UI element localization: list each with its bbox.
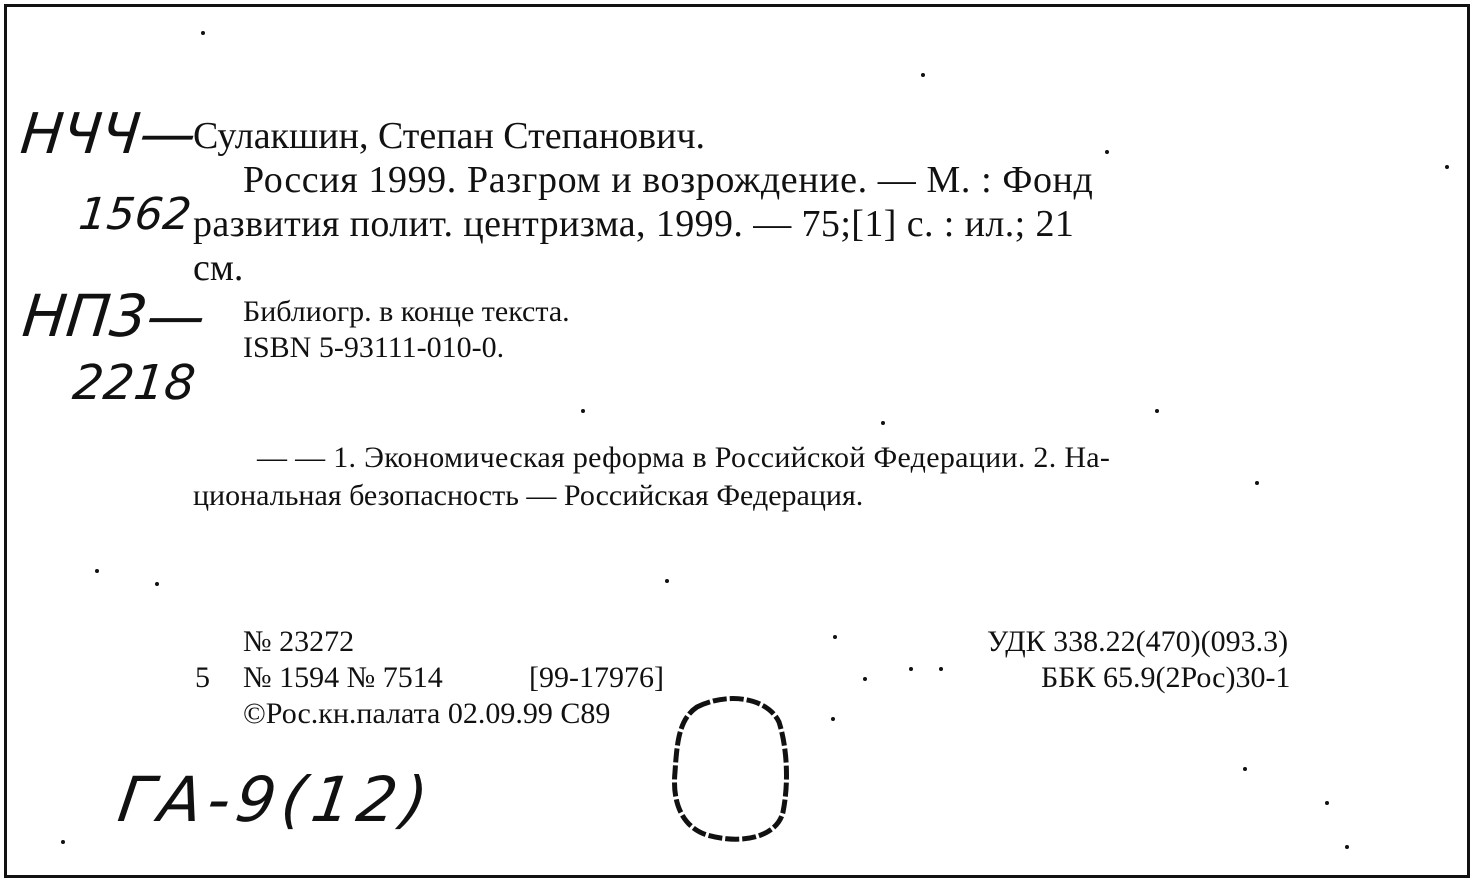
udk-index: УДК 338.22(470)(093.3) — [987, 625, 1289, 658]
bbk-index: ББК 65.9(2Рос)30-1 — [1041, 661, 1291, 694]
isbn: ISBN 5-93111-010-0. — [243, 331, 505, 364]
handwritten-bottom-note: ГА-9(12) — [113, 763, 439, 836]
hand-drawn-circle-icon — [674, 699, 786, 840]
registration-numbers: № 1594 № 7514 — [243, 661, 443, 694]
order-number: [99-17976] — [529, 661, 664, 694]
author-heading: Сулакшин, Степан Степанович. — [193, 115, 706, 157]
catalog-card — [4, 4, 1470, 878]
book-chamber-line: ©Рос.кн.палата 02.09.99 С89 — [243, 697, 611, 730]
card-number: № 23272 — [243, 625, 355, 658]
title-line-2: развития полит. центризма, 1999. — 75;[1] с. : ил.; 21 — [193, 203, 1075, 245]
handwritten-shelf-mark-1a: НЧЧ— — [17, 102, 200, 167]
handwritten-shelf-mark-2b: 2218 — [70, 355, 199, 411]
title-line-3: см. — [193, 247, 244, 289]
scan-marks — [7, 7, 1467, 875]
handwritten-shelf-mark-1b: 1562 — [76, 189, 194, 240]
scan-specks-icon — [61, 31, 1449, 849]
subjects-line-1: — — 1. Экономическая реформа в Российской Федерации. 2. На- — [257, 441, 1111, 474]
handwritten-shelf-mark-2a: НП3— — [19, 282, 209, 350]
bibliography-note: Библиогр. в конце текста. — [243, 295, 570, 328]
title-line-1: Россия 1999. Разгром и возрождение. — М. : Фонд — [243, 159, 1094, 201]
subjects-line-2: циональная безопасность — Российская Федерация. — [193, 479, 864, 512]
copies-count: 5 — [195, 661, 210, 694]
